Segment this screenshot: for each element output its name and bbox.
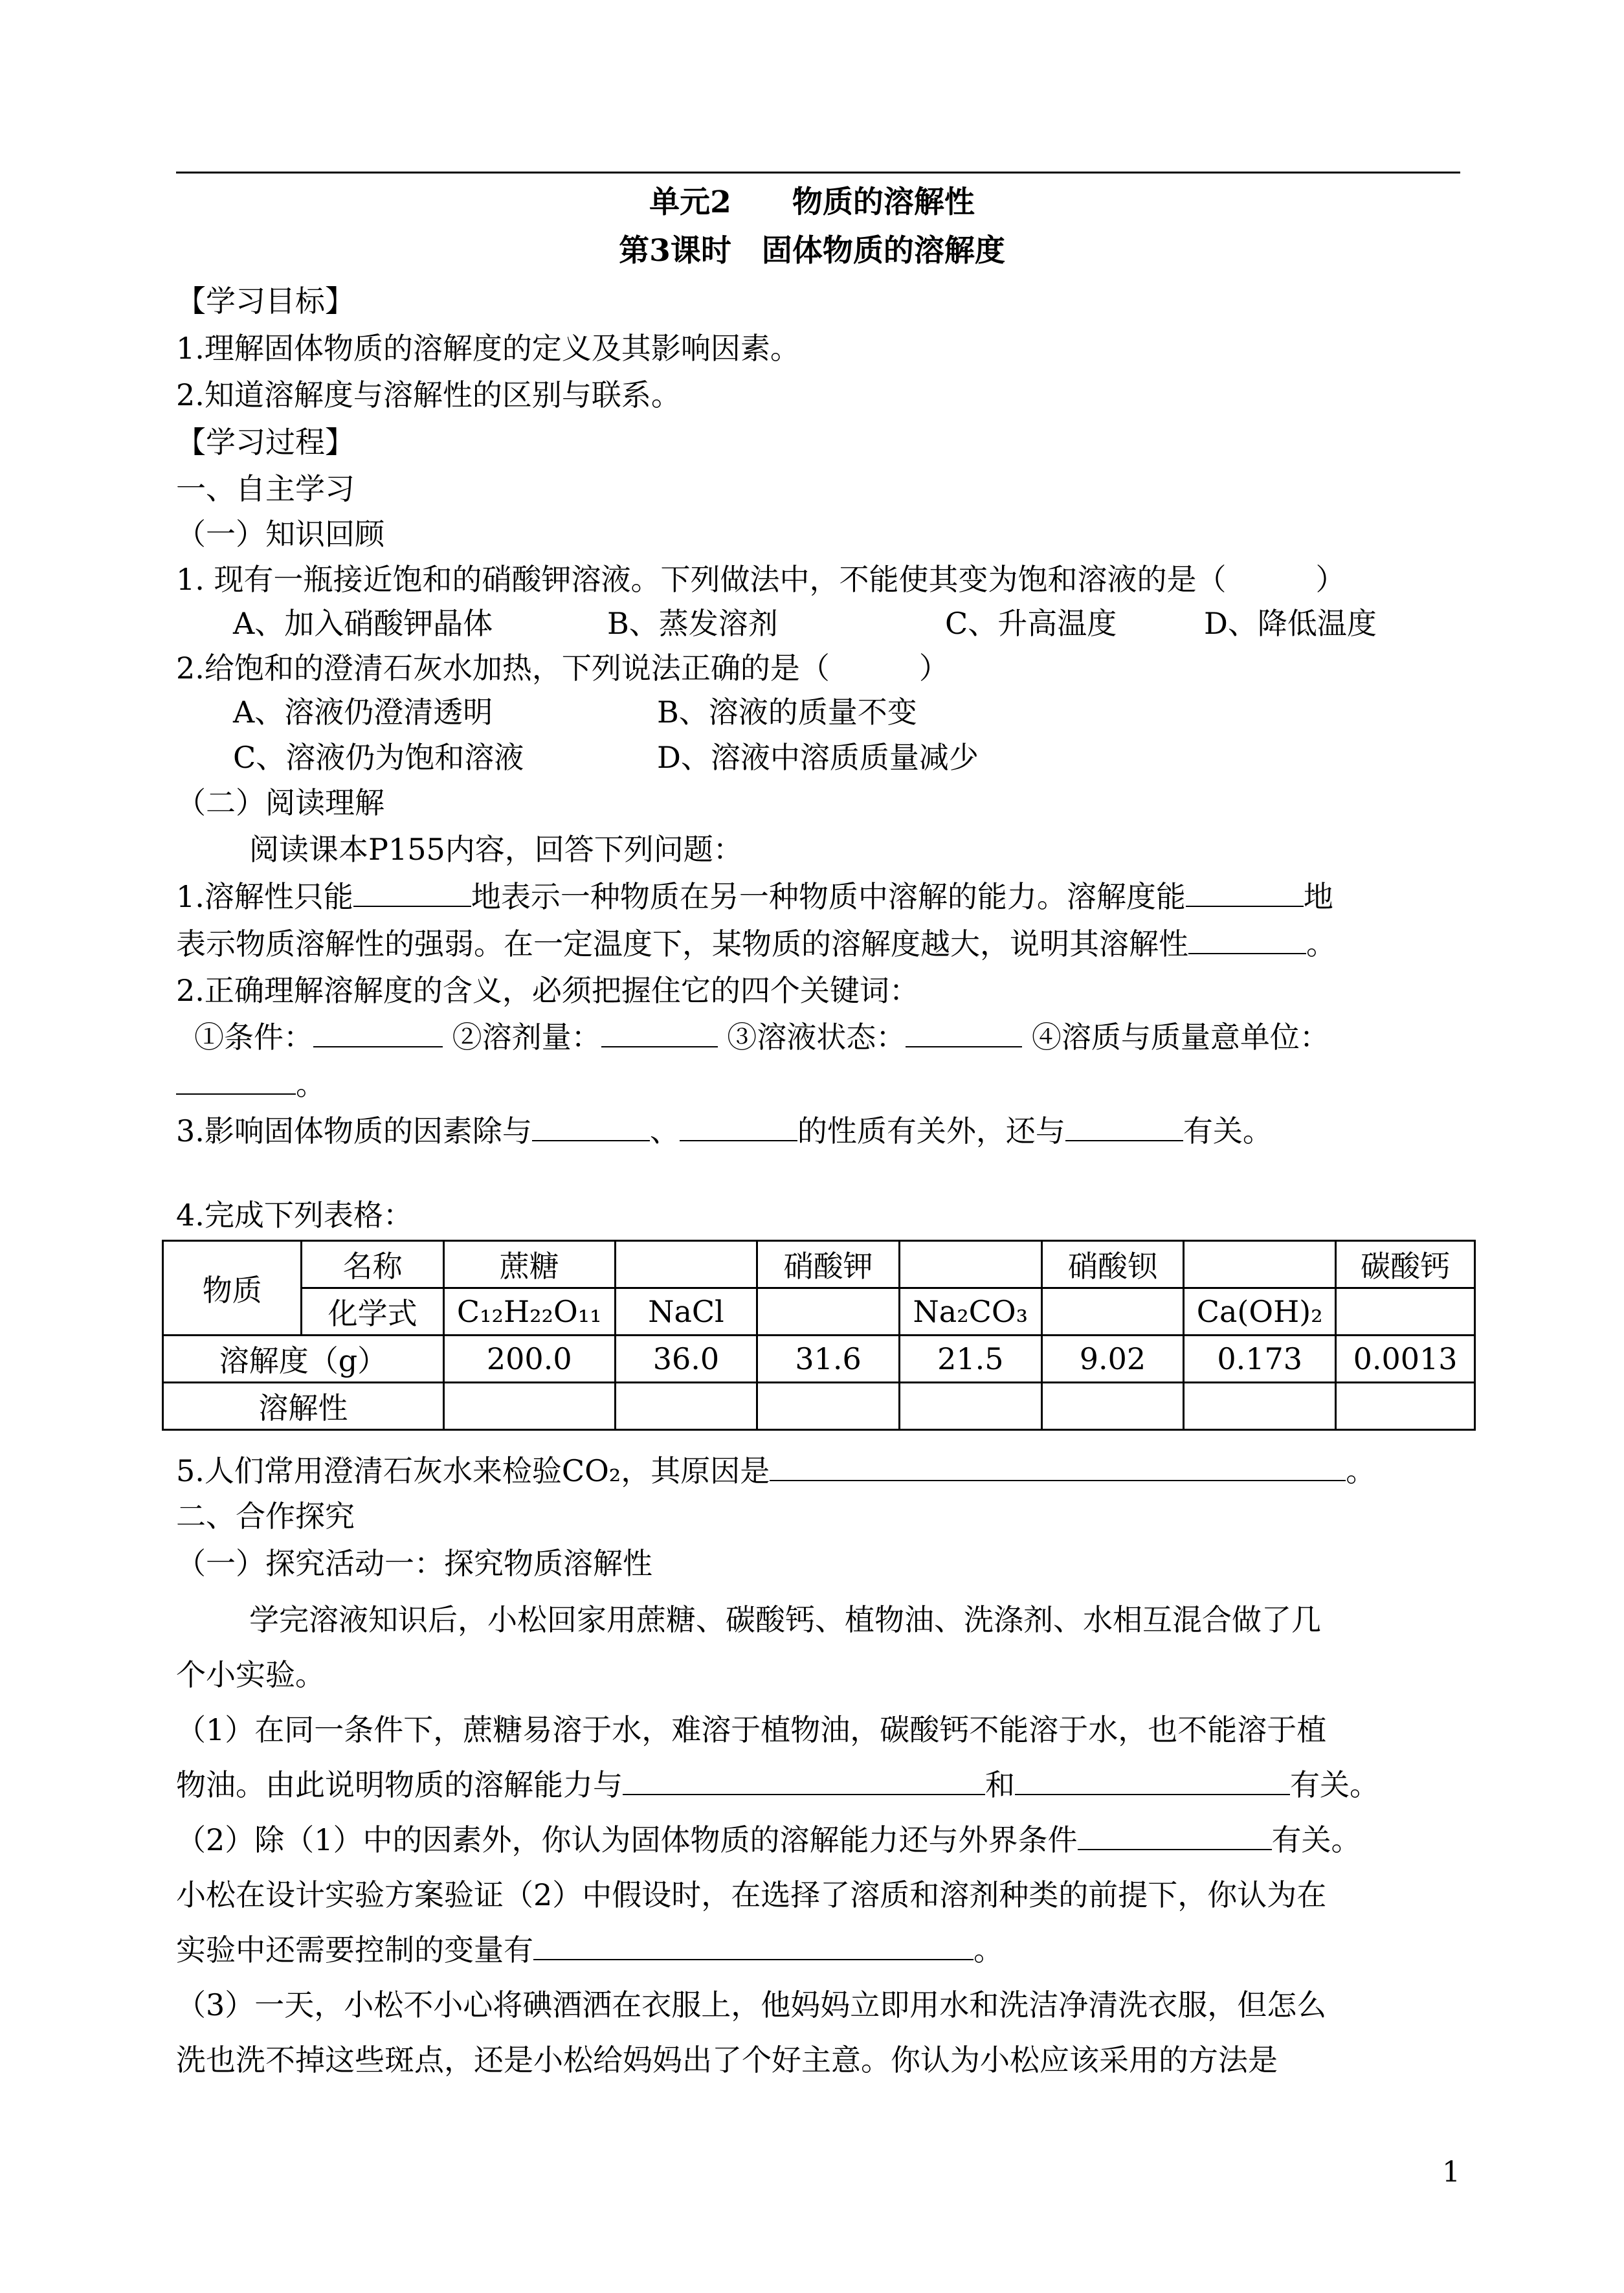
reading-question-1-cont: 表示物质溶解性的强弱。在一定温度下，某物质的溶解度越大，说明其溶解性 。 (176, 926, 1336, 961)
answer-blank[interactable] (1078, 1823, 1272, 1850)
q2-option-b: B、溶液的质量不变 (657, 695, 917, 730)
formula-cell: Ca(OH)₂ (1184, 1288, 1336, 1336)
solubility-class-cell[interactable] (615, 1383, 757, 1430)
solubility-class-cell[interactable] (1184, 1383, 1336, 1430)
objective-1: 1.理解固体物质的溶解度的定义及其影响因素。 (176, 331, 800, 366)
reading-question-4: 4.完成下列表格： (176, 1198, 413, 1233)
formula-header: 化学式 (302, 1288, 443, 1336)
formula-cell[interactable] (757, 1288, 900, 1336)
solubility-cell: 0.173 (1184, 1336, 1336, 1383)
name-cell: 硝酸钾 (757, 1241, 900, 1288)
section-cooperative: 二、合作探究 (176, 1499, 355, 1534)
solubility-cell: 31.6 (757, 1336, 900, 1383)
solubility-class-cell[interactable] (757, 1383, 900, 1430)
reading-intro: 阅读课本P155内容，回答下列问题： (249, 832, 743, 867)
page-number: 1 (1442, 2156, 1460, 2189)
activity-part-1: （1）在同一条件下，蔗糖易溶于水，难溶于植物油，碳酸钙不能溶于水，也不能溶于植 (176, 1712, 1327, 1747)
table-row (163, 1241, 1475, 1288)
name-cell: 硝酸钡 (1041, 1241, 1184, 1288)
formula-cell: NaCl (615, 1288, 757, 1336)
solubility-class-header: 溶解性 (163, 1383, 444, 1430)
name-cell[interactable] (615, 1241, 757, 1288)
substance-header: 物质 (163, 1241, 302, 1336)
solubility-cell: 21.5 (899, 1336, 1041, 1383)
name-cell: 碳酸钙 (1336, 1241, 1475, 1288)
answer-blank[interactable] (533, 1933, 973, 1960)
review-heading: （一）知识回顾 (176, 517, 384, 552)
answer-blank[interactable] (532, 1114, 650, 1141)
activity-intro-cont: 个小实验。 (176, 1657, 325, 1692)
activity-part-3-cont: 洗也洗不掉这些斑点，还是小松给妈妈出了个好主意。你认为小松应该采用的方法是 (176, 2042, 1278, 2077)
answer-blank[interactable] (1015, 1768, 1290, 1795)
answer-blank[interactable] (680, 1114, 797, 1141)
solubility-header: 溶解度（g） (163, 1336, 444, 1383)
objective-2: 2.知道溶解度与溶解性的区别与联系。 (176, 377, 681, 412)
keywords-line-cont: 。 (176, 1065, 326, 1104)
solubility-cell: 36.0 (615, 1336, 757, 1383)
answer-blank[interactable] (1065, 1114, 1183, 1141)
answer-blank[interactable] (1186, 880, 1304, 907)
answer-blank[interactable] (906, 1020, 1022, 1047)
activity-part-2-cont: 小松在设计实验方案验证（2）中假设时，在选择了溶质和溶剂种类的前提下，你认为在 (176, 1877, 1327, 1912)
process-heading: 【学习过程】 (176, 425, 355, 460)
solubility-cell: 0.0013 (1336, 1336, 1475, 1383)
objectives-heading: 【学习目标】 (176, 284, 355, 319)
formula-cell: C₁₂H₂₂O₁₁ (443, 1288, 615, 1336)
reading-heading: （二）阅读理解 (176, 785, 384, 820)
formula-cell[interactable] (1336, 1288, 1475, 1336)
table-row (163, 1288, 1475, 1336)
q1-option-d: D、降低温度 (1204, 606, 1377, 641)
lesson-title: 第3课时 固体物质的溶解度 (619, 233, 1005, 269)
activity-intro: 学完溶液知识后，小松回家用蔗糖、碳酸钙、植物油、洗涤剂、水相互混合做了几 (249, 1602, 1321, 1637)
name-cell: 蔗糖 (443, 1241, 615, 1288)
solubility-table (162, 1240, 1476, 1431)
formula-cell[interactable] (1041, 1288, 1184, 1336)
solubility-class-cell[interactable] (1041, 1383, 1184, 1430)
solubility-cell: 9.02 (1041, 1336, 1184, 1383)
activity-1-heading: （一）探究活动一：探究物质溶解性 (176, 1546, 652, 1581)
review-question-2: 2.给饱和的澄清石灰水加热，下列说法正确的是（ ） (176, 651, 949, 686)
activity-part-2-cont2: 实验中还需要控制的变量有 。 (176, 1932, 1003, 1967)
solubility-class-cell[interactable] (443, 1383, 615, 1430)
q1-option-b: B、蒸发溶剂 (607, 606, 778, 641)
activity-part-3: （3）一天，小松不小心将碘酒洒在衣服上，他妈妈立即用水和洗洁净清洗衣服，但怎么 (176, 1987, 1327, 2022)
answer-blank[interactable] (770, 1454, 1346, 1481)
table-row (163, 1336, 1475, 1383)
section-self-study: 一、自主学习 (176, 471, 355, 506)
table-row (163, 1383, 1475, 1430)
keywords-line: ①条件： ②溶剂量： ③溶液状态： ④溶质与质量意单位： (194, 1020, 1329, 1055)
review-question-1: 1. 现有一瓶接近饱和的硝酸钾溶液。下列做法中，不能使其变为饱和溶液的是（ ） (176, 562, 1346, 597)
question-5: 5.人们常用澄清石灰水来检验CO₂，其原因是 。 (176, 1453, 1376, 1488)
answer-blank[interactable] (1188, 927, 1306, 954)
unit-title: 单元2 物质的溶解性 (649, 185, 975, 220)
activity-part-1-cont: 物油。由此说明物质的溶解能力与 和 有关。 (176, 1767, 1379, 1802)
q2-option-a: A、溶液仍澄清透明 (233, 695, 493, 730)
solubility-cell: 200.0 (443, 1336, 615, 1383)
activity-part-2: （2）除（1）中的因素外，你认为固体物质的溶解能力还与外界条件 有关。 (176, 1822, 1361, 1857)
name-cell[interactable] (899, 1241, 1041, 1288)
reading-question-1: 1.溶解性只能 地表示一种物质在另一种物质中溶解的能力。溶解度能 地 (176, 879, 1333, 914)
name-cell[interactable] (1184, 1241, 1336, 1288)
q2-option-c: C、溶液仍为饱和溶液 (233, 740, 524, 775)
solubility-class-cell[interactable] (1336, 1383, 1475, 1430)
answer-blank[interactable] (353, 880, 471, 907)
reading-question-2: 2.正确理解溶解度的含义，必须把握住它的四个关键词： (176, 973, 919, 1008)
header-rule (176, 172, 1460, 173)
formula-cell: Na₂CO₃ (899, 1288, 1041, 1336)
answer-blank[interactable] (623, 1768, 985, 1795)
q2-option-d: D、溶液中溶质质量减少 (657, 740, 979, 775)
answer-blank[interactable] (176, 1068, 296, 1095)
answer-blank[interactable] (601, 1020, 718, 1047)
solubility-class-cell[interactable] (899, 1383, 1041, 1430)
reading-question-3: 3.影响固体物质的因素除与 、 的性质有关外，还与 有关。 (176, 1113, 1273, 1148)
q1-option-c: C、升高温度 (945, 606, 1117, 641)
name-header: 名称 (302, 1241, 443, 1288)
q1-option-a: A、加入硝酸钾晶体 (233, 606, 493, 641)
answer-blank[interactable] (313, 1020, 443, 1047)
